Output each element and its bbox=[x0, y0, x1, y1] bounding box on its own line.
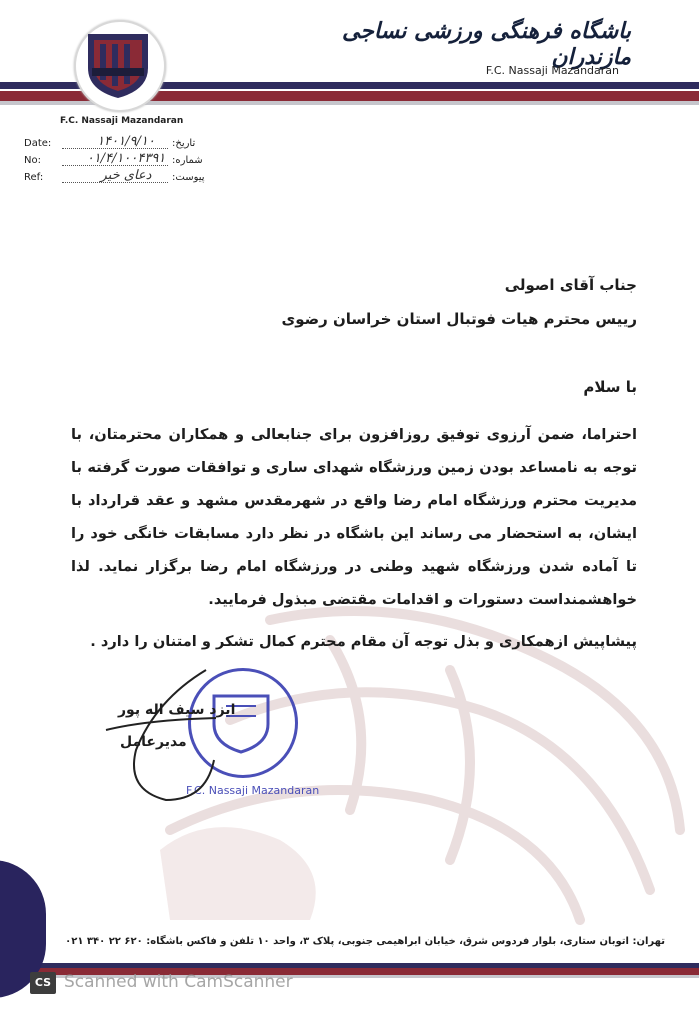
date-label-en: Date: bbox=[24, 138, 52, 149]
ref-label-en: Ref: bbox=[24, 172, 44, 183]
closing-line: پیشاپیش ازهمکاری و بذل توجه آن مقام محترم کمال تشکر و امتنان را دارد . bbox=[90, 633, 637, 650]
date-value: ۱۴۰۱/۹/۱۰ bbox=[97, 134, 155, 149]
number-value: ۰۱/۴/۱۰۰۴۳۹۱ bbox=[86, 151, 166, 166]
date-label-fa: تاریخ: bbox=[172, 138, 196, 149]
number-label-fa: شماره: bbox=[172, 155, 203, 166]
club-logo-icon bbox=[84, 28, 152, 100]
ref-value: دعای خیر bbox=[100, 168, 152, 183]
signer-title: مدیرعامل bbox=[120, 734, 187, 750]
recipient-name: جناب آقای اصولی bbox=[504, 276, 637, 294]
camscanner-icon: CS bbox=[30, 972, 56, 994]
greeting: با سلام bbox=[583, 378, 637, 396]
letter-body: احتراما، ضمن آرزوی توفیق روزافزون برای جنابعالی و همکاران محترمتان، با توجه به نامساعد بودن زمین ورزشگاه شهدای ساری و توافقات صورت گرفته با مدیریت محترم ورزشگاه امام رضا واقع در شهرمقدس مشهد و عقد قرارداد با ایشان، به استحضار می رساند این باشگاه در نظر دارد مسابقات خانگی خود را تا آماده شدن ورزشگاه شهید وطنی در ورزشگاه امام رضا برگزار نماید. لذا خواهشمنداست دستورات و اقدامات مقتضی مبذول فرمایید. bbox=[71, 426, 637, 608]
camscanner-watermark: Scanned with CamScanner bbox=[64, 972, 293, 992]
logo-caption: F.C. Nassaji Mazandaran bbox=[60, 116, 184, 126]
stamp-caption: F.C. Nassaji Mazandaran bbox=[186, 784, 320, 797]
brand-name-fa: باشگاه فرهنگی ورزشی نساجی مازندران bbox=[341, 18, 631, 70]
signer-name: ایزد سیف اله پور bbox=[118, 702, 236, 718]
ref-label-fa: پیوست: bbox=[172, 172, 205, 183]
footer-address: تهران: اتوبان ستاری، بلوار فردوس شرق، خیابان ابراهیمی جنوبی، پلاک ۳، واحد ۱۰ تلفن و فاکس باشگاه: ۶۲۰ ۲۲ ۳۴۰ ۰۲۱ bbox=[65, 936, 665, 947]
recipient-title: رییس محترم هیات فوتبال استان خراسان رضوی bbox=[281, 310, 637, 328]
ref-row bbox=[24, 170, 214, 188]
brand-name-en: F.C. Nassaji Mazandaran bbox=[485, 64, 619, 77]
number-label-en: No: bbox=[24, 155, 41, 166]
